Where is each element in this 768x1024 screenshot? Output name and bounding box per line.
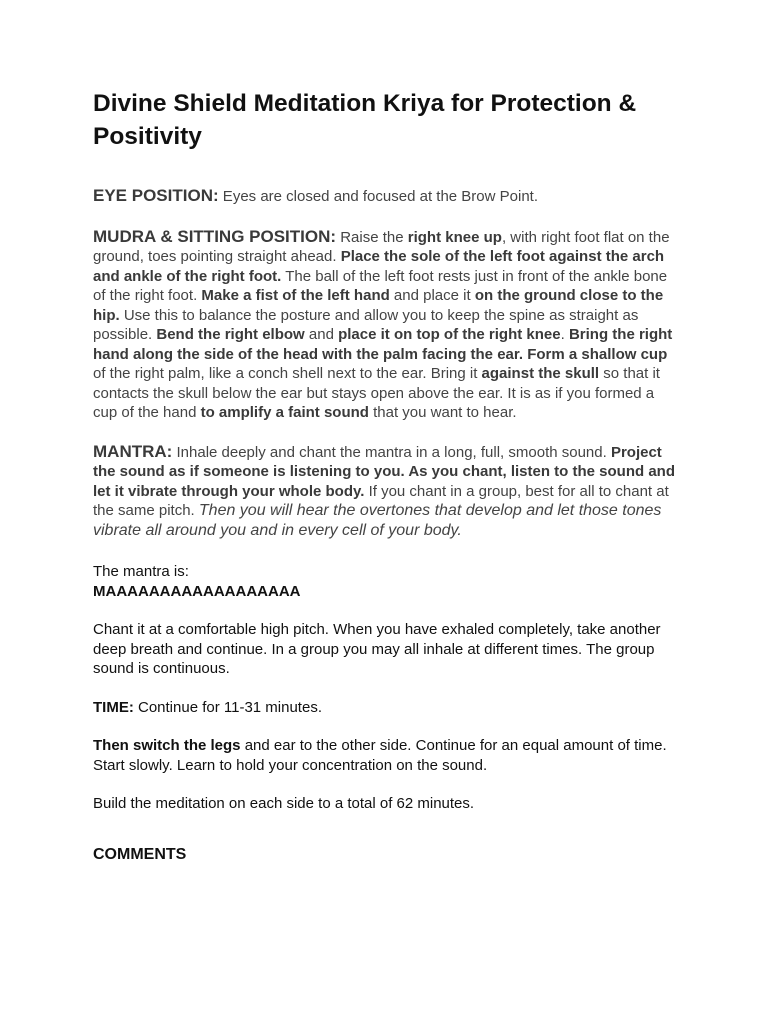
mudra-text: Use this to balance the posture and allow you to keep the spine as straight as possible. [93, 306, 639, 343]
document-page [93, 87, 681, 880]
mudra-bold: Bend the right elbow [156, 326, 305, 343]
mantra-paragraph [93, 442, 681, 541]
mantra-bold: Project the sound as if someone is listening to you. As you chant, listen to the sound and let it vibrate through your whole body. [93, 443, 675, 500]
mudra-bold: place it on top of the right knee [338, 326, 561, 343]
switch-paragraph [93, 736, 681, 775]
time-paragraph [93, 698, 681, 718]
mudra-text: of the right palm, like a conch shell next to the ear. Bring it [93, 365, 482, 382]
mudra-bold: right knee up [407, 228, 502, 246]
mudra-bold: Place the sole of the left foot against the arch and ankle of the right foot. [93, 248, 665, 285]
time-label: TIME: [93, 698, 134, 716]
chant-paragraph: Chant it at a comfortable high pitch. When you have exhaled completely, take another deep breath and continue. In a group you may all inhale at different times. The group sound is continuous. [93, 621, 661, 677]
mudra-text: , with right foot flat on the ground, toes pointing straight ahead. [93, 228, 670, 265]
mudra-text: and [304, 326, 339, 343]
eye-position-text: Eyes are closed and focused at the Brow Point. [218, 188, 538, 205]
mudra-bold: Make a fist of the left hand [201, 287, 390, 304]
mudra-text: Raise the [336, 228, 408, 246]
build-paragraph: Build the meditation on each side to a total of 62 minutes. [93, 795, 475, 812]
mudra-paragraph [93, 227, 681, 423]
mantra-is-label: The mantra is: [93, 563, 189, 580]
mudra-text: . [560, 326, 569, 343]
page-title: Divine Shield Meditation Kriya for Protection & Positivity [93, 90, 637, 150]
mudra-bold: Bring the right hand along the side of the head with the palm facing the ear. Form a shallow cup [93, 326, 673, 363]
mantra-heading: MANTRA: [93, 441, 173, 461]
mudra-heading: MUDRA & SITTING POSITION: [93, 226, 337, 246]
mantra-value: MAAAAAAAAAAAAAAAAAA [93, 582, 301, 600]
switch-bold: Then switch the legs [93, 737, 241, 754]
mudra-text: so that it contacts the skull below the ear but stays open above the ear. It is as if you formed a cup of the hand [93, 365, 660, 421]
mantra-text: If you chant in a group, best for all to chant at the same pitch. [93, 482, 669, 519]
mudra-bold: to amplify a faint sound [200, 404, 369, 421]
switch-text: and ear to the other side. Continue for an equal amount of time. Start slowly. Learn to hold your concentration on the sound. [93, 737, 667, 774]
mantra-text: Inhale deeply and chant the mantra in a long, full, smooth sound. [172, 443, 611, 461]
eye-position-heading: EYE POSITION: [93, 186, 219, 205]
time-text: Continue for 11-31 minutes. [133, 698, 322, 716]
comments-heading: COMMENTS [93, 845, 187, 863]
mudra-text: that you want to hear. [368, 404, 517, 421]
mudra-text: The ball of the left foot rests just in front of the ankle bone of the right foot. [93, 267, 668, 304]
mudra-text: and place it [389, 287, 475, 304]
mantra-is-paragraph [93, 562, 681, 601]
mantra-italic: Then you will hear the overtones that develop and let those tones vibrate all around you and in every cell of your body. [93, 502, 662, 539]
eye-position-paragraph [93, 186, 681, 207]
mudra-bold: against the skull [481, 365, 600, 382]
mudra-bold: on the ground close to the hip. [93, 287, 664, 324]
